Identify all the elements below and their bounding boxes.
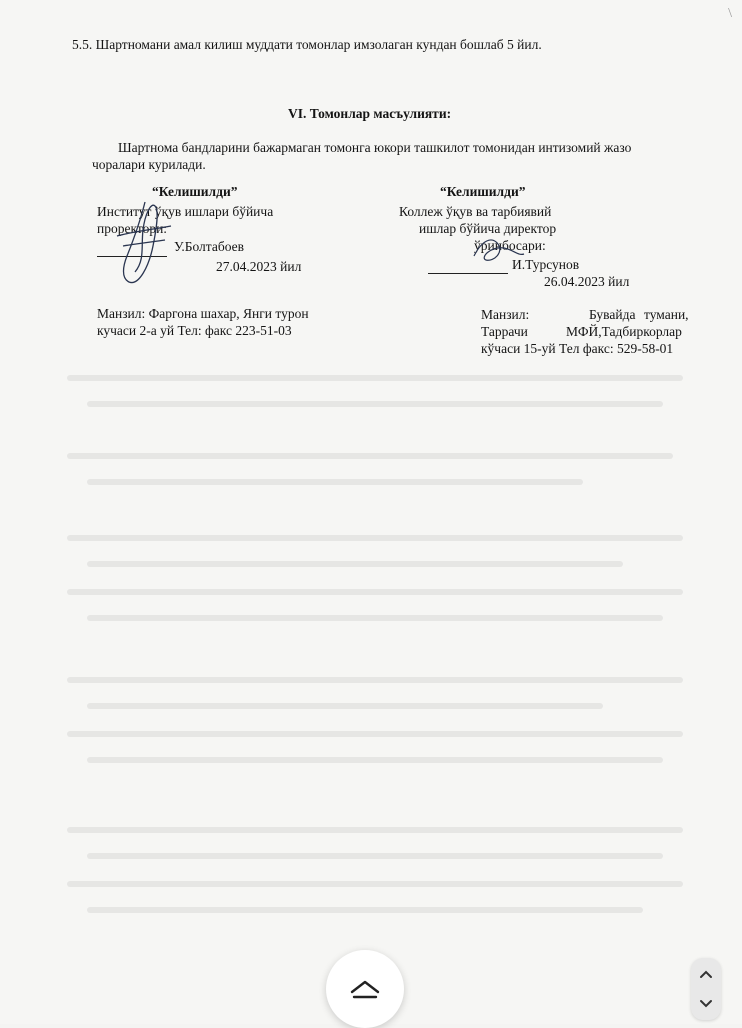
left-date: 27.04.2023 йил xyxy=(216,259,302,274)
right-signer-name: И.Турсунов xyxy=(512,257,580,272)
left-signer-name: У.Болтабоев xyxy=(174,239,244,254)
corner-mark: \ xyxy=(728,6,732,21)
paragraph-line-1: Шартнома бандларини бажармаган томонга юкори ташкилот томонидан интизомий жазо xyxy=(118,140,632,155)
clause-5-5: 5.5. Шартномани амал килиш муддати томонлар имзолаган кундан бошлаб 5 йил. xyxy=(72,37,542,52)
chevron-up-icon xyxy=(348,978,382,1000)
bleed-through-lines xyxy=(60,360,700,920)
right-address-label: Манзил: xyxy=(481,307,530,322)
left-address-line-2: кучаси 2-а уй Тел: факс 223-51-03 xyxy=(97,323,292,338)
right-address-line-3: кўчаси 15-уй Тел факс: 529-58-01 xyxy=(481,341,674,356)
page-up-button[interactable] xyxy=(691,959,721,989)
scroll-to-top-button[interactable] xyxy=(326,950,404,1028)
paragraph-line-2: чоралари курилади. xyxy=(92,157,206,172)
left-title-line-1: Институт ўқув ишлари бўйича xyxy=(97,204,274,219)
right-agreed-heading: “Келишилди” xyxy=(440,184,526,199)
left-address-line-1: Манзил: Фаргона шахар, Янги турон xyxy=(97,306,309,321)
right-address-mfy: МФЙ,Тадбиркорлар xyxy=(566,324,682,339)
right-title-line-3: ўринбосари: xyxy=(474,238,546,253)
right-title-line-2: ишлар бўйича директор xyxy=(419,221,557,236)
right-date: 26.04.2023 йил xyxy=(544,274,630,289)
left-agreed-heading: “Келишилди” xyxy=(152,184,238,199)
right-address-district-word: тумани, xyxy=(644,307,689,322)
right-title-line-1: Коллеж ўқув ва тарбиявий xyxy=(399,204,552,219)
page-down-button[interactable] xyxy=(691,989,721,1019)
chevron-up-icon xyxy=(699,969,713,979)
page-navigation xyxy=(691,958,721,1020)
left-signature-icon xyxy=(105,196,183,288)
left-title-line-2: проректори: xyxy=(97,221,168,236)
section-title: VI. Томонлар масъулияти: xyxy=(288,106,452,121)
right-signature-icon xyxy=(468,226,528,276)
right-address-district: Бувайда xyxy=(589,307,636,322)
right-address-village: Таррачи xyxy=(481,324,528,339)
chevron-down-icon xyxy=(699,999,713,1009)
